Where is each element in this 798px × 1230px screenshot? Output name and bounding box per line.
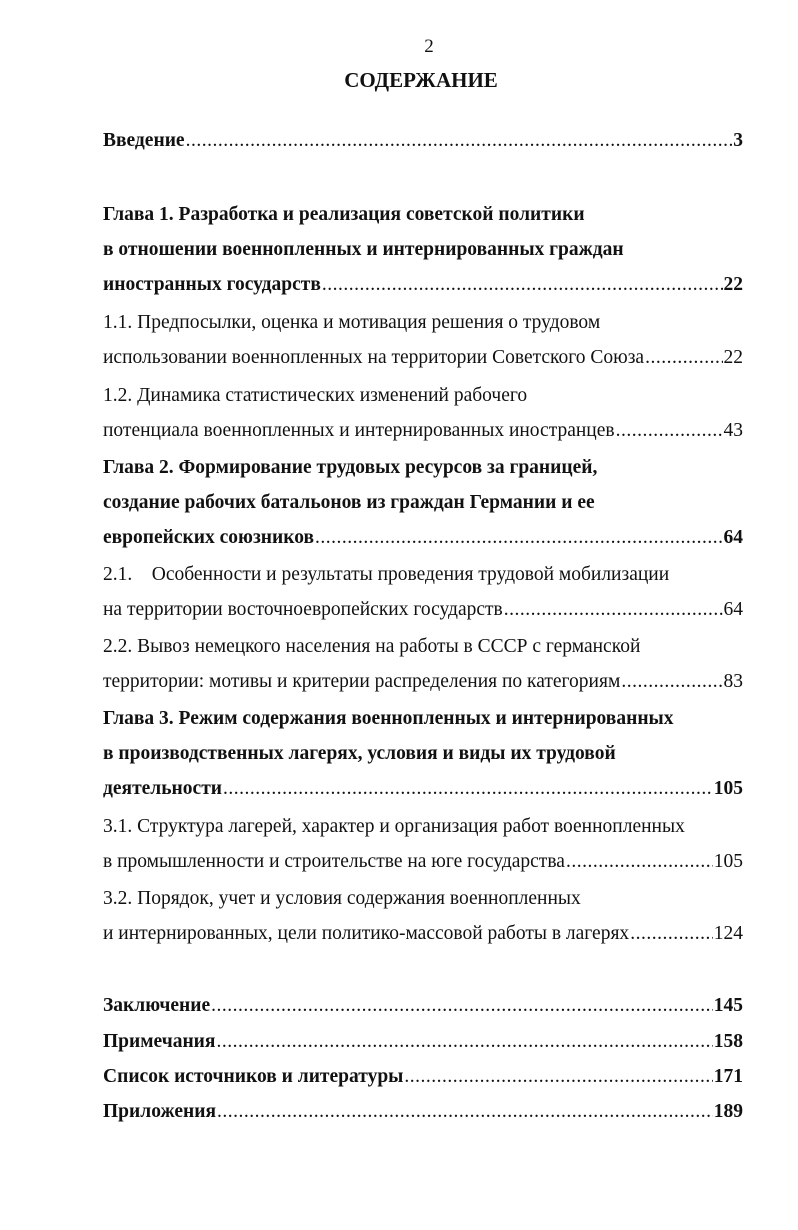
- dot-leader: [186, 128, 733, 154]
- page-number: 2: [424, 36, 434, 57]
- toc-label: Список источников и литературы: [103, 1066, 404, 1087]
- toc-chapter1-line1: Глава 1. Разработка и реализация советской политики: [103, 204, 585, 225]
- dot-leader: [216, 1029, 712, 1055]
- toc-label: Введение: [103, 130, 185, 151]
- toc-page: 22: [723, 347, 743, 368]
- toc-page: 189: [713, 1101, 743, 1122]
- toc-entry-notes[interactable]: [103, 1029, 743, 1055]
- toc-entry-chapter3[interactable]: [103, 776, 743, 802]
- toc-entry-chapter1[interactable]: [103, 272, 743, 298]
- dot-leader: [322, 272, 723, 298]
- toc-section-2-1-line1: 2.1. Особенности и результаты проведения трудовой мобилизации: [103, 564, 670, 585]
- toc-section-3-2-line1: 3.2. Порядок, учет и условия содержания военнопленных: [103, 888, 581, 909]
- toc-section-1-2-line1: 1.2. Динамика статистических изменений рабочего: [103, 385, 528, 406]
- dot-leader: [616, 418, 723, 444]
- toc-entry-section-3-1[interactable]: [103, 849, 743, 875]
- toc-chapter2-line2: создание рабочих батальонов из граждан Германии и ее: [103, 492, 595, 513]
- toc-entry-intro[interactable]: [103, 128, 743, 154]
- page-title: СОДЕРЖАНИЕ: [344, 68, 498, 92]
- dot-leader: [211, 993, 713, 1019]
- toc-entry-sources[interactable]: [103, 1064, 743, 1090]
- toc-label: Приложения: [103, 1101, 217, 1122]
- dot-leader: [217, 1099, 713, 1125]
- toc-section-2-2-line1: 2.2. Вывоз немецкого населения на работы в СССР с германской: [103, 636, 641, 657]
- toc-label: на территории восточноевропейских государств: [103, 599, 503, 620]
- toc-page: 64: [723, 599, 743, 620]
- toc-label: Заключение: [103, 995, 211, 1016]
- toc-entry-chapter2[interactable]: [103, 525, 743, 551]
- toc-page: 3: [733, 130, 743, 151]
- toc-page: 158: [713, 1031, 743, 1052]
- toc-label: потенциала военнопленных и интернированных иностранцев: [103, 420, 615, 441]
- toc-entry-section-3-2[interactable]: [103, 921, 743, 947]
- toc-label: использовании военнопленных на территории Советского Союза: [103, 347, 645, 368]
- toc-label: в промышленности и строительстве на юге государства: [103, 851, 565, 872]
- toc-chapter3-line2: в производственных лагерях, условия и виды их трудовой: [103, 743, 616, 764]
- toc-page: 171: [713, 1066, 743, 1087]
- toc-page: 64: [723, 527, 743, 548]
- toc-label: и интернированных, цели политико-массовой работы в лагерях: [103, 923, 630, 944]
- toc-label: деятельности: [103, 778, 223, 799]
- toc-label: Примечания: [103, 1031, 216, 1052]
- toc-entry-appendix[interactable]: [103, 1099, 743, 1125]
- toc-entry-section-2-1[interactable]: [103, 597, 743, 623]
- dot-leader: [504, 597, 723, 623]
- dot-leader: [630, 921, 713, 947]
- dot-leader: [621, 669, 722, 695]
- dot-leader: [315, 525, 722, 551]
- dot-leader: [566, 849, 713, 875]
- toc-page: 145: [713, 995, 743, 1016]
- toc-page: 22: [723, 274, 743, 295]
- toc-label: европейских союзников: [103, 527, 315, 548]
- toc-chapter2-line1: Глава 2. Формирование трудовых ресурсов за границей,: [103, 457, 598, 478]
- toc-page: 105: [713, 851, 743, 872]
- toc-page: 124: [713, 923, 743, 944]
- dot-leader: [645, 345, 722, 371]
- toc-section-1-1-line1: 1.1. Предпосылки, оценка и мотивация решения о трудовом: [103, 312, 601, 333]
- toc-page: 105: [713, 778, 743, 799]
- toc-label: территории: мотивы и критерии распределения по категориям: [103, 671, 621, 692]
- toc-entry-conclusion[interactable]: [103, 993, 743, 1019]
- toc-entry-section-1-1[interactable]: [103, 345, 743, 371]
- toc-entry-section-2-2[interactable]: [103, 669, 743, 695]
- dot-leader: [404, 1064, 712, 1090]
- toc-page: 43: [723, 420, 743, 441]
- toc-section-3-1-line1: 3.1. Структура лагерей, характер и организация работ военнопленных: [103, 816, 685, 837]
- toc-entry-section-1-2[interactable]: [103, 418, 743, 444]
- toc-label: иностранных государств: [103, 274, 321, 295]
- toc-page: 83: [723, 671, 743, 692]
- toc-chapter3-line1: Глава 3. Режим содержания военнопленных и интернированных: [103, 708, 674, 729]
- dot-leader: [223, 776, 713, 802]
- toc-chapter1-line2: в отношении военнопленных и интернированных граждан: [103, 239, 624, 260]
